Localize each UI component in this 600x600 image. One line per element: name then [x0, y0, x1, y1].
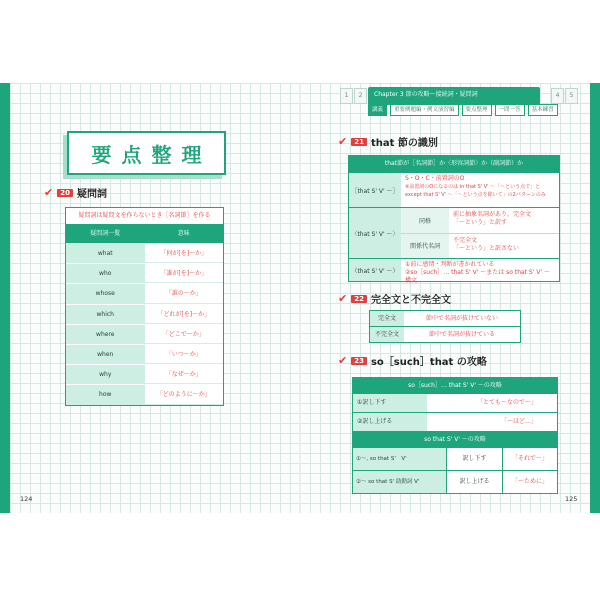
so-that-table: [352, 377, 558, 494]
subnav-lecture[interactable]: 講義: [368, 104, 387, 116]
row-method: 訳し上げる: [446, 471, 502, 493]
left-edge-bar: [0, 83, 10, 513]
meaning-cell: 「いつ〜か」: [145, 345, 224, 364]
word-cell: whose: [66, 284, 145, 303]
section-number: 23: [351, 357, 367, 365]
row-content: 「〜ほど…」: [500, 418, 537, 425]
content-line: 「〜という」と訳さない: [453, 244, 520, 252]
content-line: ①前に感情・判断が書かれている: [405, 261, 495, 268]
table-row: [66, 243, 223, 263]
row-content: [401, 173, 559, 207]
row-label: 完全文: [370, 311, 404, 326]
table-row: [353, 447, 557, 470]
subrow-content: [449, 234, 559, 259]
subnav-practice[interactable]: 基本練習: [528, 104, 558, 116]
table-header: that節が［名詞節］か〈形容詞節〉か（副詞節）か: [349, 156, 559, 172]
table-header-row: [66, 225, 223, 243]
table-row: [349, 172, 559, 207]
table-header: so that S' V' 〜の攻略: [353, 431, 557, 447]
nav-subsections: [368, 104, 558, 116]
table-row: [370, 326, 520, 342]
section-22-heading: [338, 291, 451, 306]
meaning-cell: 「何が[を]〜か」: [145, 244, 224, 263]
note-line: except that S' V' 〜「〜という点を除いて」の2パターンのみ: [405, 192, 546, 198]
check-icon: ✔: [338, 135, 348, 148]
word-cell: how: [66, 385, 145, 404]
content-line: 前に抽象名詞があり，完全文: [453, 211, 532, 218]
note-line: ※前置詞のOになるのは in that S' V' 〜「〜という点で」と: [405, 184, 541, 190]
row-label: ②訳し上げる: [353, 413, 427, 431]
page-number-right: 125: [565, 495, 578, 503]
table-row: [66, 324, 223, 344]
row-content: 「〜ために」: [502, 471, 557, 493]
table-row: [66, 344, 223, 364]
table-row: [66, 384, 223, 404]
content-line: 「〜という」と訳す: [453, 219, 508, 226]
meaning-cell: 「どれが[を]〜か」: [145, 305, 224, 324]
row-label: ①訳し下す: [353, 394, 427, 412]
page-title-box: [67, 131, 226, 175]
column-header: 疑問詞一覧: [90, 230, 121, 237]
table-caption: 疑問詞は疑問文を作らないとき［名詞節］を作る: [66, 208, 223, 225]
meaning-cell: 「誰の〜か」: [145, 284, 224, 303]
table-row: [66, 304, 223, 324]
row-content: 「とても〜なので〜」: [476, 399, 537, 406]
word-cell: where: [66, 325, 145, 344]
subrow: [401, 233, 559, 259]
word-cell: who: [66, 264, 145, 283]
section-label: 疑問詞: [76, 189, 107, 200]
table-row: [66, 364, 223, 384]
row-label: ①〜, so that S' V': [353, 448, 446, 470]
interrogatives-table: [65, 207, 224, 406]
row-label: ②〜 so that S' 助動詞 V': [353, 471, 446, 493]
meaning-cell: 「どのように〜か」: [145, 385, 224, 404]
subrow: [401, 208, 559, 233]
content-line: ②so［such］… that S' V' 〜または so that S' V' 〜構文: [405, 269, 550, 284]
table-row: [353, 412, 557, 431]
nav-tab-5[interactable]: 5: [565, 88, 578, 104]
subnav-summary[interactable]: 要点整理: [462, 104, 492, 116]
content-line: S・O・C・前置詞のO: [405, 175, 465, 182]
complete-sentence-table: [369, 310, 521, 343]
word-cell: which: [66, 305, 145, 324]
content-line: 不完全文: [453, 236, 478, 244]
section-23-heading: [338, 353, 487, 368]
table-row: [349, 258, 559, 284]
section-20-heading: [44, 185, 107, 200]
section-number: 21: [351, 138, 367, 146]
right-edge-bar: [590, 83, 600, 513]
section-21-heading: [338, 134, 438, 149]
nav-chapter-label: Chapter 3 節の攻略ー接続詞・疑問詞: [374, 91, 478, 98]
subnav-examples[interactable]: 重要例題編・例文演習編: [390, 104, 459, 116]
table-row: [353, 470, 557, 493]
row-content: 節中で名詞が抜けている: [428, 331, 495, 338]
table-header: so［such］… that S' V' 〜の攻略: [353, 378, 557, 393]
column-header: 意味: [177, 230, 190, 237]
page-number-left: 124: [20, 495, 33, 503]
table-row: [66, 283, 223, 303]
meaning-cell: 「なぜ〜か」: [145, 365, 224, 384]
nav-tab-1[interactable]: 1: [340, 88, 353, 104]
nav-chapter-tab[interactable]: [368, 87, 540, 105]
section-number: 20: [57, 189, 73, 197]
row-content: 節中で名詞が抜けていない: [425, 315, 498, 322]
word-cell: what: [66, 244, 145, 263]
subrow-label: 関係代名詞: [401, 234, 449, 259]
section-label: so［such］that の攻略: [370, 357, 487, 368]
word-cell: why: [66, 365, 145, 384]
nav-tab-4[interactable]: 4: [551, 88, 564, 104]
subrows: [401, 208, 559, 258]
section-label: 完全文と不完全文: [370, 295, 451, 306]
table-row: [66, 263, 223, 283]
row-content: [401, 259, 559, 284]
subrow-label: 同格: [401, 208, 449, 233]
row-label: （that S' V' 〜）: [349, 259, 401, 281]
check-icon: ✔: [338, 292, 348, 305]
row-label: 〈that S' V' 〜〉: [349, 208, 401, 258]
word-cell: when: [66, 345, 145, 364]
subrow-content: [449, 208, 559, 233]
meaning-cell: 「どこで〜か」: [145, 325, 224, 344]
table-row: [370, 311, 520, 326]
row-label: ［that S' V' 〜］: [349, 173, 401, 207]
row-label: 不完全文: [370, 327, 404, 342]
section-number: 22: [351, 295, 367, 303]
that-clause-table: [348, 155, 560, 282]
check-icon: ✔: [338, 354, 348, 367]
row-content: 「それで〜」: [502, 448, 557, 470]
check-icon: ✔: [44, 186, 54, 199]
row-method: 訳し下す: [446, 448, 502, 470]
table-row: [353, 393, 557, 412]
nav-tab-2[interactable]: 2: [354, 88, 367, 104]
meaning-cell: 「誰が[を]〜か」: [145, 264, 224, 283]
table-row: [349, 207, 559, 258]
page-title: 要点整理: [91, 142, 212, 167]
subnav-qa[interactable]: 一問一答: [495, 104, 525, 116]
section-label: that 節の識別: [370, 138, 438, 149]
page-gutter: [299, 83, 301, 513]
